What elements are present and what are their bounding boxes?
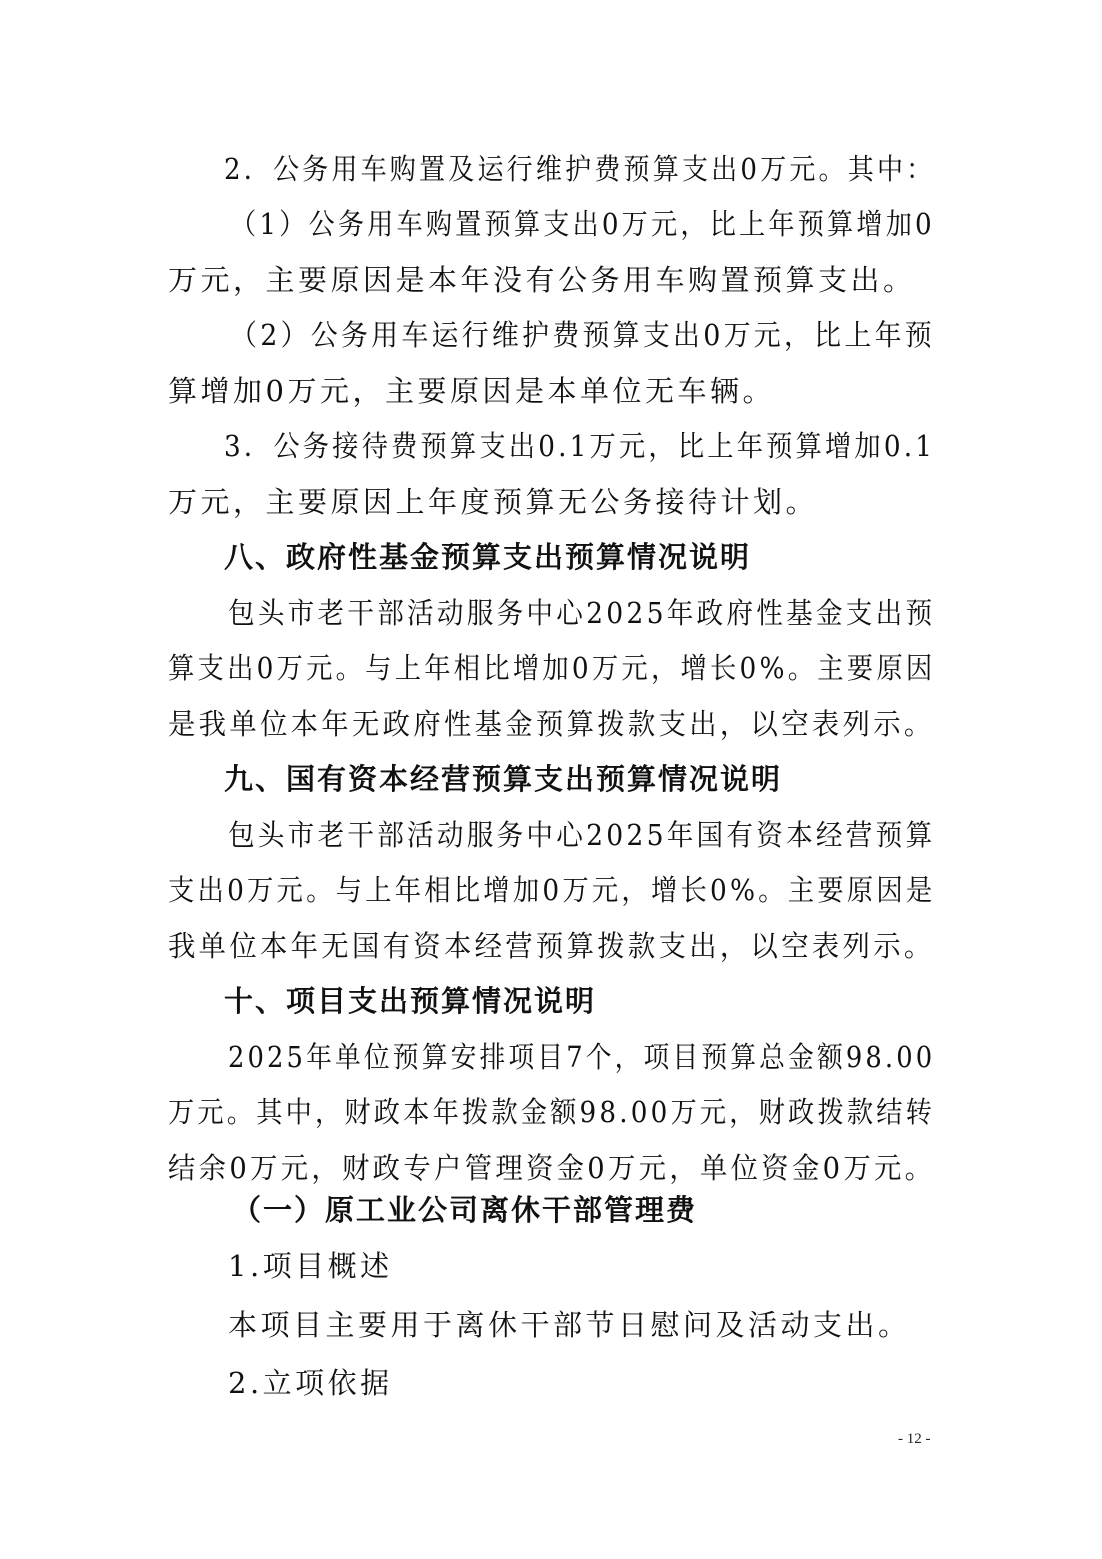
body-line: 包头市老干部活动服务中心2025年政府性基金支出预 xyxy=(228,596,936,630)
body-line: （2）公务用车运行维护费预算支出0万元，比上年预 xyxy=(230,318,935,352)
body-line: 1.项目概述 xyxy=(228,1249,393,1283)
body-line: 万元。其中，财政本年拨款金额98.00万元，财政拨款结转 xyxy=(168,1095,936,1129)
body-line: 本项目主要用于离休干部节日慰问及活动支出。 xyxy=(228,1308,911,1342)
body-line: 3．公务接待费预算支出0.1万元，比上年预算增加0.1 xyxy=(224,429,936,463)
body-line: 包头市老干部活动服务中心2025年国有资本经营预算 xyxy=(228,818,936,852)
body-line: 2．公务用车购置及运行维护费预算支出0万元。其中： xyxy=(224,152,936,186)
body-line: 万元，主要原因上年度预算无公务接待计划。 xyxy=(168,485,819,519)
section-heading: 十、项目支出预算情况说明 xyxy=(224,984,597,1018)
body-line: 结余0万元，财政专户管理资金0万元，单位资金0万元。 xyxy=(168,1151,936,1185)
section-heading: 九、国有资本经营预算支出预算情况说明 xyxy=(224,762,783,796)
section-heading: 八、政府性基金预算支出预算情况说明 xyxy=(224,540,752,574)
body-line: 算增加0万元，主要原因是本单位无车辆。 xyxy=(168,374,775,408)
body-line: 2025年单位预算安排项目7个，项目预算总金额98.00 xyxy=(228,1040,936,1074)
body-line: 我单位本年无国有资本经营预算拨款支出，以空表列示。 xyxy=(168,929,935,963)
subsection-heading: （一）原工业公司离休干部管理费 xyxy=(232,1193,698,1227)
body-line: （1）公务用车购置预算支出0万元，比上年预算增加0 xyxy=(230,207,935,241)
body-line: 2.立项依据 xyxy=(228,1366,393,1400)
body-line: 支出0万元。与上年相比增加0万元，增长0%。主要原因是 xyxy=(168,873,936,907)
body-line: 万元，主要原因是本年没有公务用车购置预算支出。 xyxy=(168,263,916,297)
page-number: - 12 - xyxy=(898,1431,931,1447)
body-line: 是我单位本年无政府性基金预算拨款支出，以空表列示。 xyxy=(168,707,935,741)
body-line: 算支出0万元。与上年相比增加0万元，增长0%。主要原因 xyxy=(168,651,936,685)
